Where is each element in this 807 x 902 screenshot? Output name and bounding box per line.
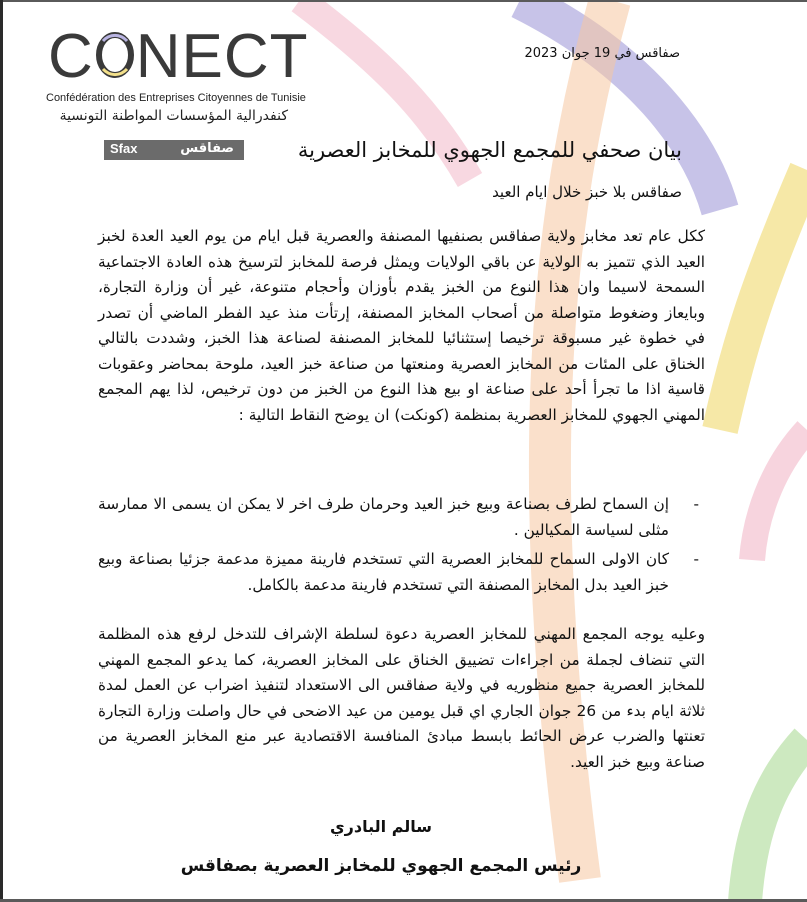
bullet-text: إن السماح لطرف بصناعة وبيع خبز العيد وحرمان طرف اخر لا يمكن ان يسمى الا ممارسة مثلى لسياسة المكيالين . [98, 495, 669, 539]
bullet-list [98, 492, 705, 602]
body-paragraph-2: وعليه يوجه المجمع المهني للمخابز العصرية دعوة لسلطة الإشراف للتدخل لرفع هذه المظلمة التي تنضاف لجملة من اجراءات تضييق الخناق على المخابز العصرية، كما يدعو المجمع المهني للمخابز العصرية جميع منظوريه في ولاية صفاقس الى الاستعداد لتنفيذ اضراب عن العمل لمدة ثلاثة ايام بدء من 26 جوان الجاري اي قبل يومين من عيد الاضحى في حال واصلت وزارة التجارة تعنتها والضرب عرض الحائط بابسط مبادئ المنافسة الاقتصادية عبر منع المخابز العصرية من صناعة وبيع خبز العيد. [98, 625, 705, 771]
logo-arabic-name: كنفدرالية المؤسسات المواطنة التونسية [59, 108, 288, 124]
logo-french-name: Confédération des Entreprises Citoyennes de Tunisie [46, 92, 306, 104]
bullet-item [98, 492, 705, 543]
bullet-dash: - [693, 550, 699, 568]
press-release-subtitle: صفاقس بلا خبز خلال ايام العيد [492, 183, 682, 201]
logo-wordmark [48, 22, 309, 92]
bullet-item [98, 547, 705, 598]
signer-title: رئيس المجمع الجهوي للمخابز العصرية بصفاقس [180, 856, 582, 876]
press-release-title: بيان صحفي للمجمع الجهوي للمخابز العصرية [297, 138, 682, 162]
green-arc [745, 740, 807, 902]
frame-left-border [0, 0, 3, 902]
date-line: صفاقس في 19 جوان 2023 [524, 46, 680, 61]
yellow-arc [720, 170, 807, 430]
bullet-dash: - [693, 495, 699, 513]
bullet-text: كان الاولى السماح للمخابز العصرية التي تستخدم فارينة مميزة مدعمة جزئيا بصناعة وبيع خبز العيد بدل المخابز المصنفة التي تستخدم فارينة مدعمة بالكامل. [98, 550, 669, 594]
sfax-arabic-label: صفاقس [180, 141, 234, 156]
body-paragraph-1: ككل عام تعد مخابز ولاية صفاقس بصنفيها المصنفة والعصرية قبل ايام من يوم العيد العدة لخبز العيد الذي تتميز به الولاية عن باقي الولايات ويمثل فرصة للمخابز لترسيخ هذه العادة الاجتماعية السمحة لاسيما وان هذا النوع من الخبز يقدم بأوزان وأحجام متنوعة، غير أن وزارة التجارة، وبايعاز وضغوط متواصلة من أصحاب المخابز المصنفة، إرتأت منذ عيد الفطر الماضي أن تصدر في خطوة غير مسبوقة ترخيصا إستثنائيا للمخابز المصنفة لصناعة هذا الخبز، وشددت بالتالي الخناق على المئات من المخابز العصرية ومنعتها من صناعة خبز العيد، ملوحة بمحاضر وعقوبات قاسية اذا ما تجرأ أحد على صناعة او بيع هذا النوع من الخبز من دون ترخيص، لذا يهم المجمع المهني الجهوي للمخابز العصرية بمنظمة (كونكت) ان يوضح النقاط التالية : [98, 227, 705, 424]
signer-name: سالم البادري [330, 817, 432, 836]
logo-o-ring-icon [95, 29, 135, 79]
sfax-label-bar [104, 140, 244, 160]
blue-arc [520, 0, 720, 210]
conect-logo [44, 20, 344, 140]
logo-letter-c: C [48, 22, 94, 91]
pink-arc-right [752, 430, 807, 560]
logo-letters-rest: NECT [135, 22, 309, 91]
frame-top-border [0, 0, 807, 2]
sfax-latin-label: Sfax [110, 141, 138, 156]
